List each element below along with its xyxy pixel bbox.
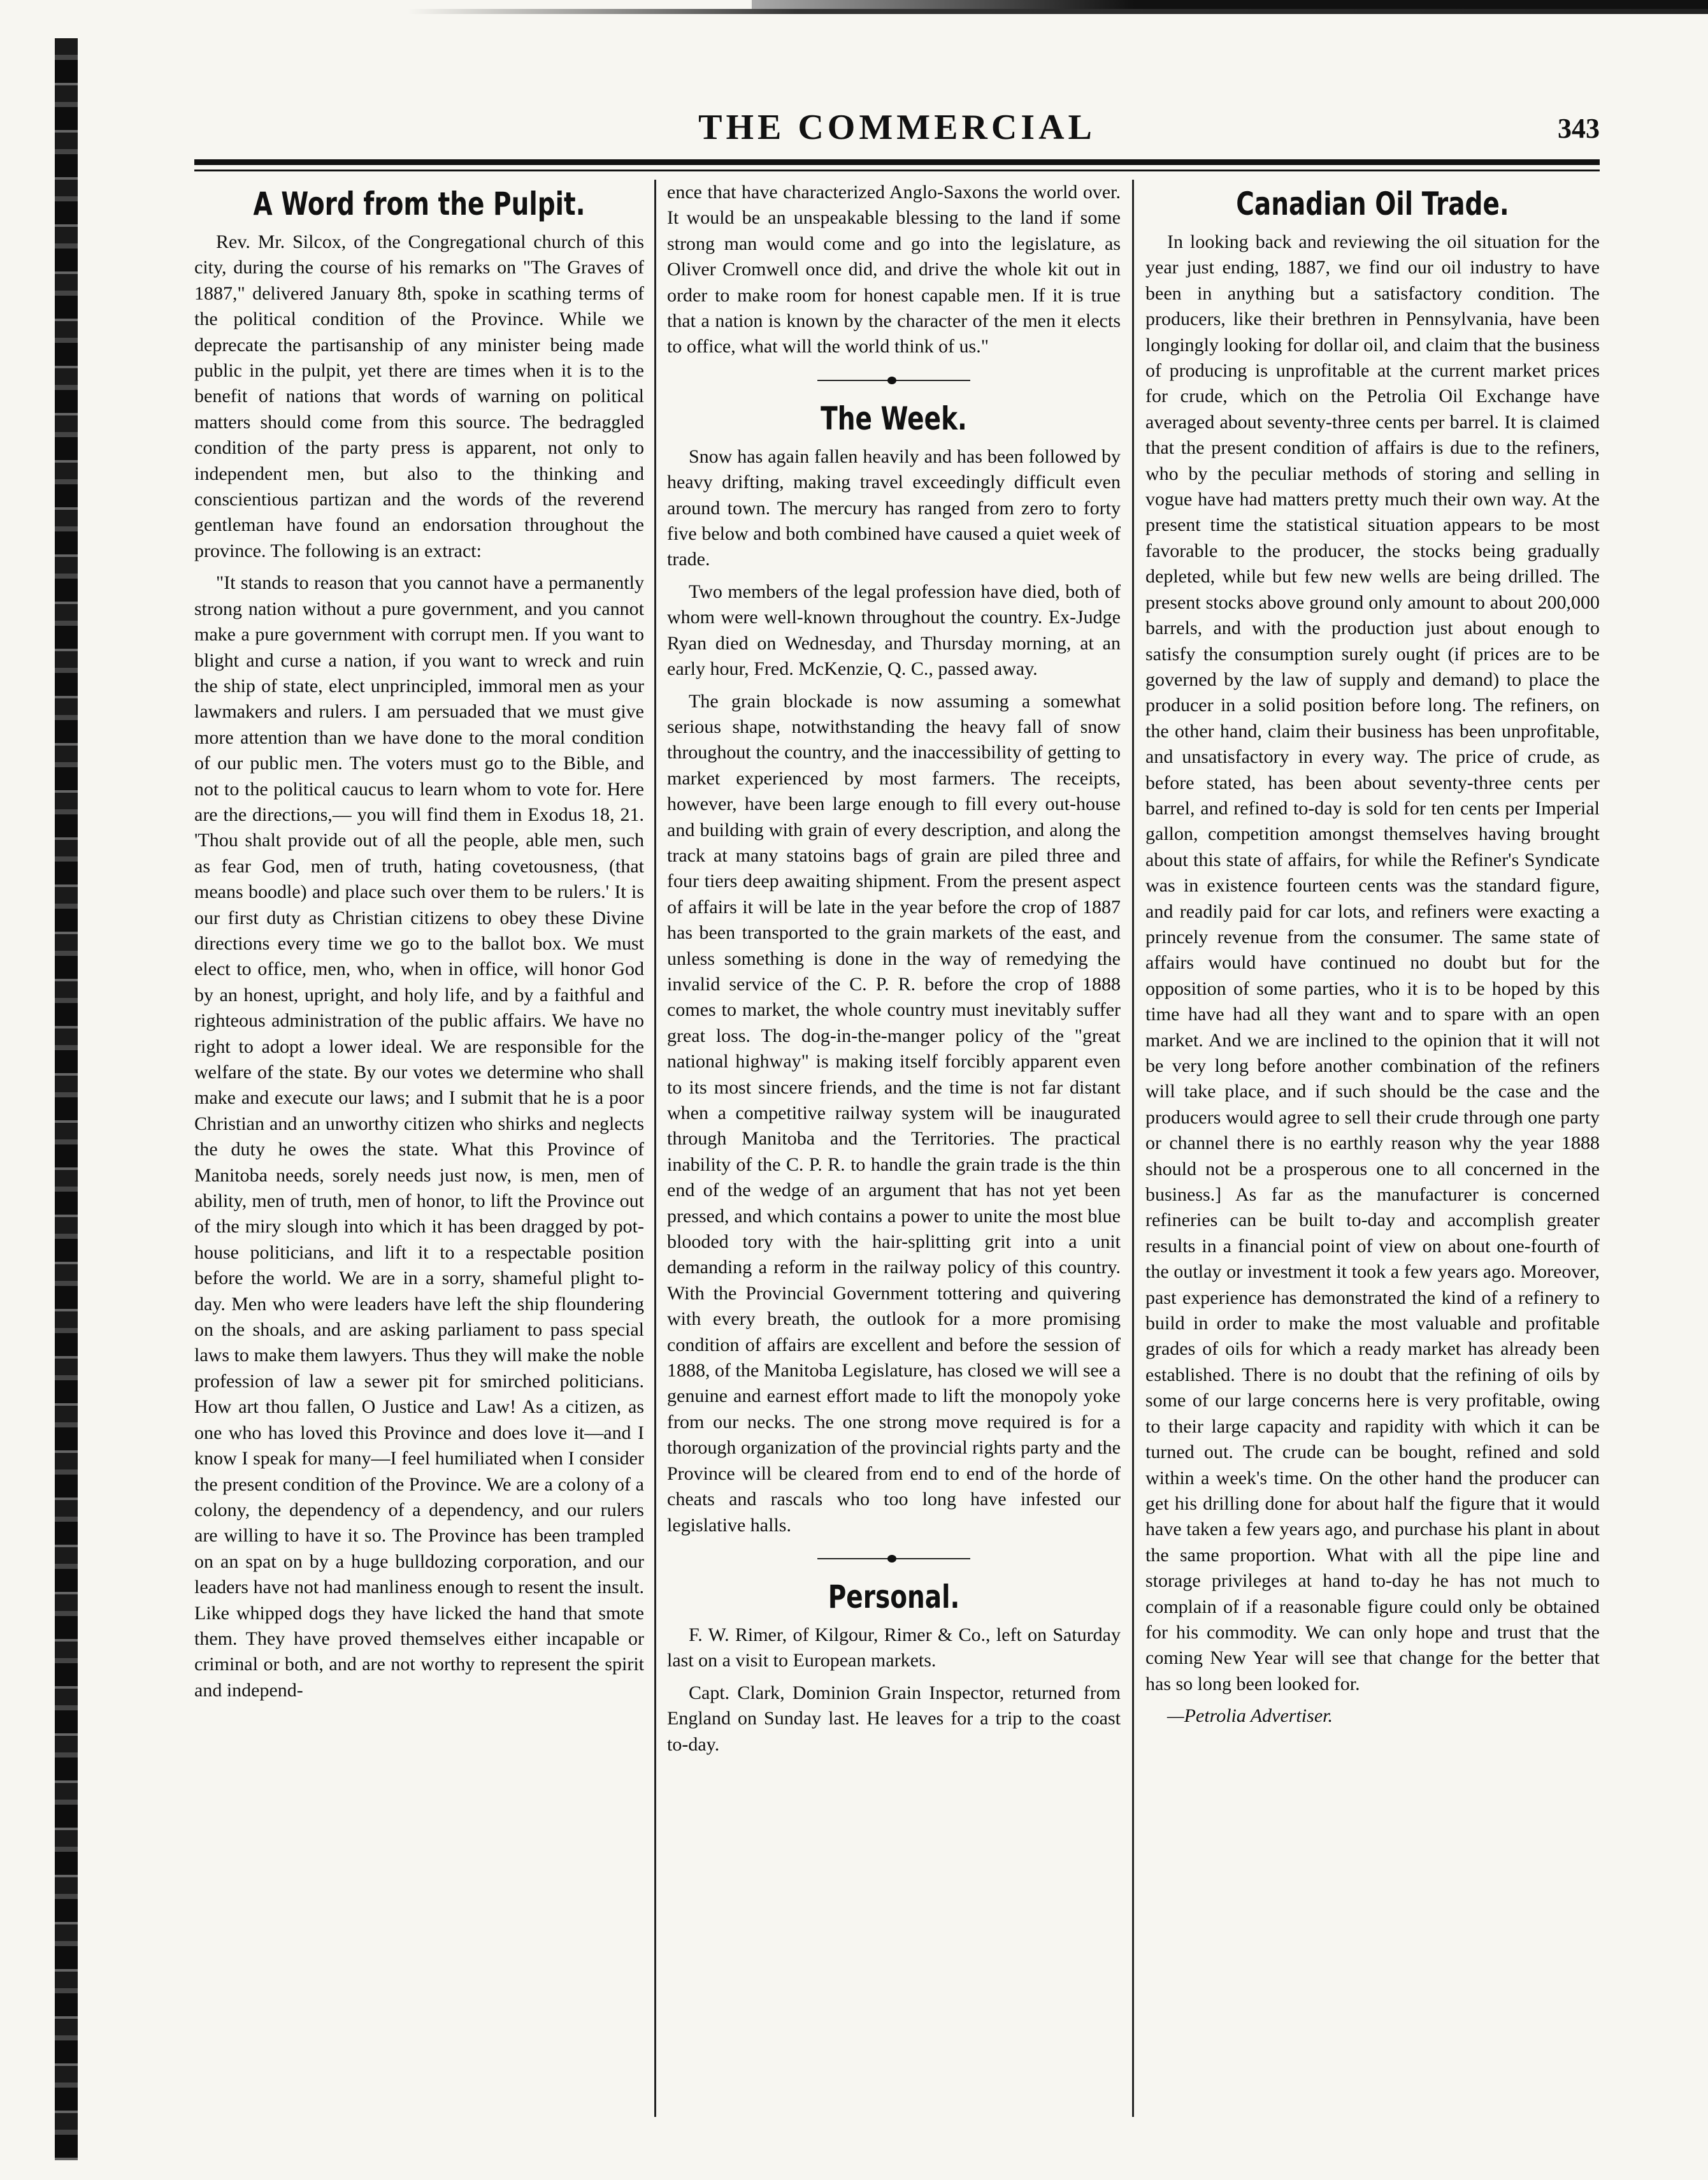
section-ornament	[817, 374, 970, 387]
scan-edge-left	[55, 38, 78, 2160]
article-continuation: ence that have characterized Anglo-Saxons the world over. It would be an unspeakable blessing to the land if some strong man would come and go into the legislature, as Oliver Cromwell once did, and drive the whole kit out in order to make room for honest capable men. If it is true that a nation is known by the character of the men it elects to office, what will the world think of us."	[667, 182, 1121, 357]
article-quote: "It stands to reason that you cannot have a permanently strong nation without a pure government, and you cannot make a pure government with corrupt men. If you want to blight and curse a nation, if you want to wreck and ruin the ship of state, elect unprincipled, immoral men as your lawmakers and rulers. I am persuaded that we must give more attention than we have done to the moral condition of our public men. The voters must go to the Bible, and not to the political caucus to learn whom to vote for. Here are the directions,— you will find them in Exodus 18, 21. 'Thou shalt provide out of all the people, able men, such as fear God, men of truth, hating covetousness, (that means boodle) and place such over them to be rulers.' It is our first duty as Christian citizens to obey these Divine directions every time we go to the ballot box. We must elect to office, men, who, when in office, will honor God by an honest, upright, and holy life, and by a faithful and righteous administration of the public affairs. We have no right to adopt a lower ideal. We are responsible for the welfare of the state. By our votes we determine who shall make and execute our laws; and I submit that he is a poor Christian and an unworthy citizen who shirks and neglects the duty he owes the state. What this Province of Manitoba needs, sorely needs just now, is men, men of ability, men of truth, men of honor, to lift the Province out of the miry slough into which it has been dragged by pot-house politicians, and lift it to a respectable position before the world. We are in a sorry, shameful plight to-day. Men who were leaders have left the ship floundering on the shoals, and are asking parliament to pass special laws to make them lawyers. Thus they will make the noble profession of law a sewer pit for smirched politicians. How art thou fallen, O Justice and Law! As a citizen, as one who has loved this Province and does love it—and I know I speak for many—I feel humiliated when I consider the present condition of the Province. We are a colony of a colony, the dependency of a dependency, and our rulers are willing to have it so. The Province has been trampled on an spat on by a huge bulldozing corporation, and our leaders have not had manliness enough to resent the insult. Like whipped dogs they have licked the hand that smote them. They have proved themselves either incapable or criminal or both, and are not worthy to represent the spirit and independ-	[194, 572, 644, 1701]
headline-canadian-oil-trade: Canadian Oil Trade.	[1236, 185, 1509, 222]
page-header	[194, 107, 1600, 152]
header-rule-thick	[194, 159, 1600, 165]
article-source-credit: —Petrolia Advertiser.	[1167, 1705, 1333, 1727]
headline-word-from-pulpit: A Word from the Pulpit.	[253, 185, 585, 222]
column-divider	[1132, 180, 1134, 2117]
article-paragraph: Rev. Mr. Silcox, of the Congregational church of this city, during the course of his remarks on "The Graves of 1887," delivered January 8th, spoke in scathing terms of the political condition of the Province. While we deprecate the partisanship of any minister being made public in the pulpit, yet there are times when it is to the benefit of nations that words of warning on political matters should come from this source. The bedraggled condition of the party press is apparent, not only to independent men, but also to the thinking and conscientious partizan and the words of the reverend gentleman have found an endorsation throughout the province. The following is an extract:	[194, 231, 644, 561]
column-1	[194, 180, 644, 2117]
column-2	[667, 180, 1121, 2117]
article-paragraph: F. W. Rimer, of Kilgour, Rimer & Co., left on Saturday last on a visit to European markets.	[667, 1624, 1121, 1671]
article-paragraph: Capt. Clark, Dominion Grain Inspector, returned from England on Sunday last. He leaves for a trip to the coast to-day.	[667, 1682, 1121, 1755]
page-number: 343	[1558, 113, 1600, 144]
article-paragraph: In looking back and reviewing the oil situation for the year just ending, 1887, we find our oil industry to have been in anything but a satisfactory condition. The producers, like their brethren in Pennsylvania, have been longingly looking for dollar oil, and claim that the business of producing is unprofitable at the current market prices for crude, which on the Petrolia Oil Exchange have averaged about seventy-three cents per barrel. It is claimed that the present condition of affairs is due to the refiners, who by the peculiar methods of storing and selling in vogue have had matters pretty much their own way. At the present time the statistical situation appears to be most favorable to the producer, the stocks being gradually depleted, while but few new wells are being drilled. The present stocks above ground only amount to about 200,000 barrels, and with the production just about enough to satisfy the consumption surely ought (if prices are to be governed by the law of supply and demand) to place the producer in a solid position before long. The refiners, on the other hand, claim their business has been unprofitable, and unsatisfactory in every way. The price of crude, as before stated, has been about seventy-three cents per barrel, and refined to-day is sold for ten cents per Imperial gallon, competition amongst themselves having brought about this state of affairs, for while the Refiner's Syndicate was in existence fourteen cents was the standard figure, and readily paid for car lots, and refiners were exacting a princely revenue from the consumer. The same state of affairs would have continued no doubt but for the opposition of some parties, who it is to be hoped by this time have had all they want and to spare with an open market. And we are inclined to the opinion that it will not be very long before another combination of the refiners will take place, and if such should be the case and the producers would agree to sell their crude through one party or channel there is no earthly reason why the year 1888 should not be a prosperous one to all concerned in the business.] As far as the manufacturer is concerned refineries can be built to-day and accomplish greater results in a financial point of view on about one-fourth of the outlay or investment it took a few years ago. Moreover, past experience has demonstrated the kind of a refinery to build in order to make the most valuable and profitable grades of oils for which a ready market has already been established. There is no doubt that the refining of oils by some of our large concerns here is very profitable, owing to their large capacity and rapidity with which it can be turned out. The crude can be bought, refined and sold within a week's time. On the other hand the producer can get his drilling done for about half the figure that it would have taken a few years ago, and purchase his plant in about the same proportion. What with all the pipe line and storage privileges at hand to-day he has not much to complain of if a reasonable figure could only be obtained for his commodity. We can only hope and trust that the coming New Year will see that change for the better that has so long been looked for.	[1145, 231, 1600, 1694]
article-paragraph: Snow has again fallen heavily and has been followed by heavy drifting, making travel exceedingly difficult even around town. The mercury has ranged from zero to forty five below and both combined have caused a quiet week of trade.	[667, 445, 1121, 570]
scan-edge-top-secondary	[408, 9, 1708, 14]
section-ornament	[817, 1552, 970, 1565]
article-paragraph: Two members of the legal profession have died, both of whom were well-known throughout the country. Ex-Judge Ryan died on Wednesday, and Thursday morning, at an early hour, Fred. McKenzie, Q. C., passed away.	[667, 581, 1121, 680]
header-rule-thin	[194, 170, 1600, 171]
masthead: THE COMMERCIAL	[698, 108, 1096, 147]
headline-personal: Personal.	[828, 1578, 960, 1615]
column-divider	[654, 180, 656, 2117]
scan-edge-top	[752, 0, 1708, 9]
column-3	[1145, 180, 1600, 2117]
headline-the-week: The Week.	[821, 400, 967, 437]
article-paragraph: The grain blockade is now assuming a somewhat serious shape, notwithstanding the heavy fall of snow throughout the country, and the inaccessibility of getting to market experienced by most farmers. The receipts, however, have been large enough to fill every out-house and building with grain of every description, and along the track at many statoins bags of grain are piled three and four tiers deep awaiting shipment. From the present aspect of affairs it will be late in the year before the crop of 1887 has been transported to the grain markets of the east, and unless something is done in the way of remedying the invalid service of the C. P. R. before the crop of 1888 comes to market, the whole country must inevitably suffer great loss. The dog-in-the-manger policy of the "great national highway" is making itself forcibly apparent even to its most sincere friends, and the time is not far distant when a competitive railway system will be inaugurated through Manitoba and the Territories. The practical inability of the C. P. R. to handle the grain trade is the thin end of the wedge of an argument that has not yet been pressed, and which contains a power to unite the most blue blooded tory with the hair-splitting grit into a unit demanding a reform in the railway policy of this country. With the Provincial Government tottering and quivering with every breath, the outlook for a more promising condition of affairs are excellent and before the session of 1888, of the Manitoba Legislature, has closed we will see a genuine and earnest effort made to lift the monopoly yoke from our necks. The one strong move required is for a thorough organization of the provincial rights party and the Province will be cleared from end to end of the horde of cheats and rascals who too long have infested our legislative halls.	[667, 690, 1121, 1536]
